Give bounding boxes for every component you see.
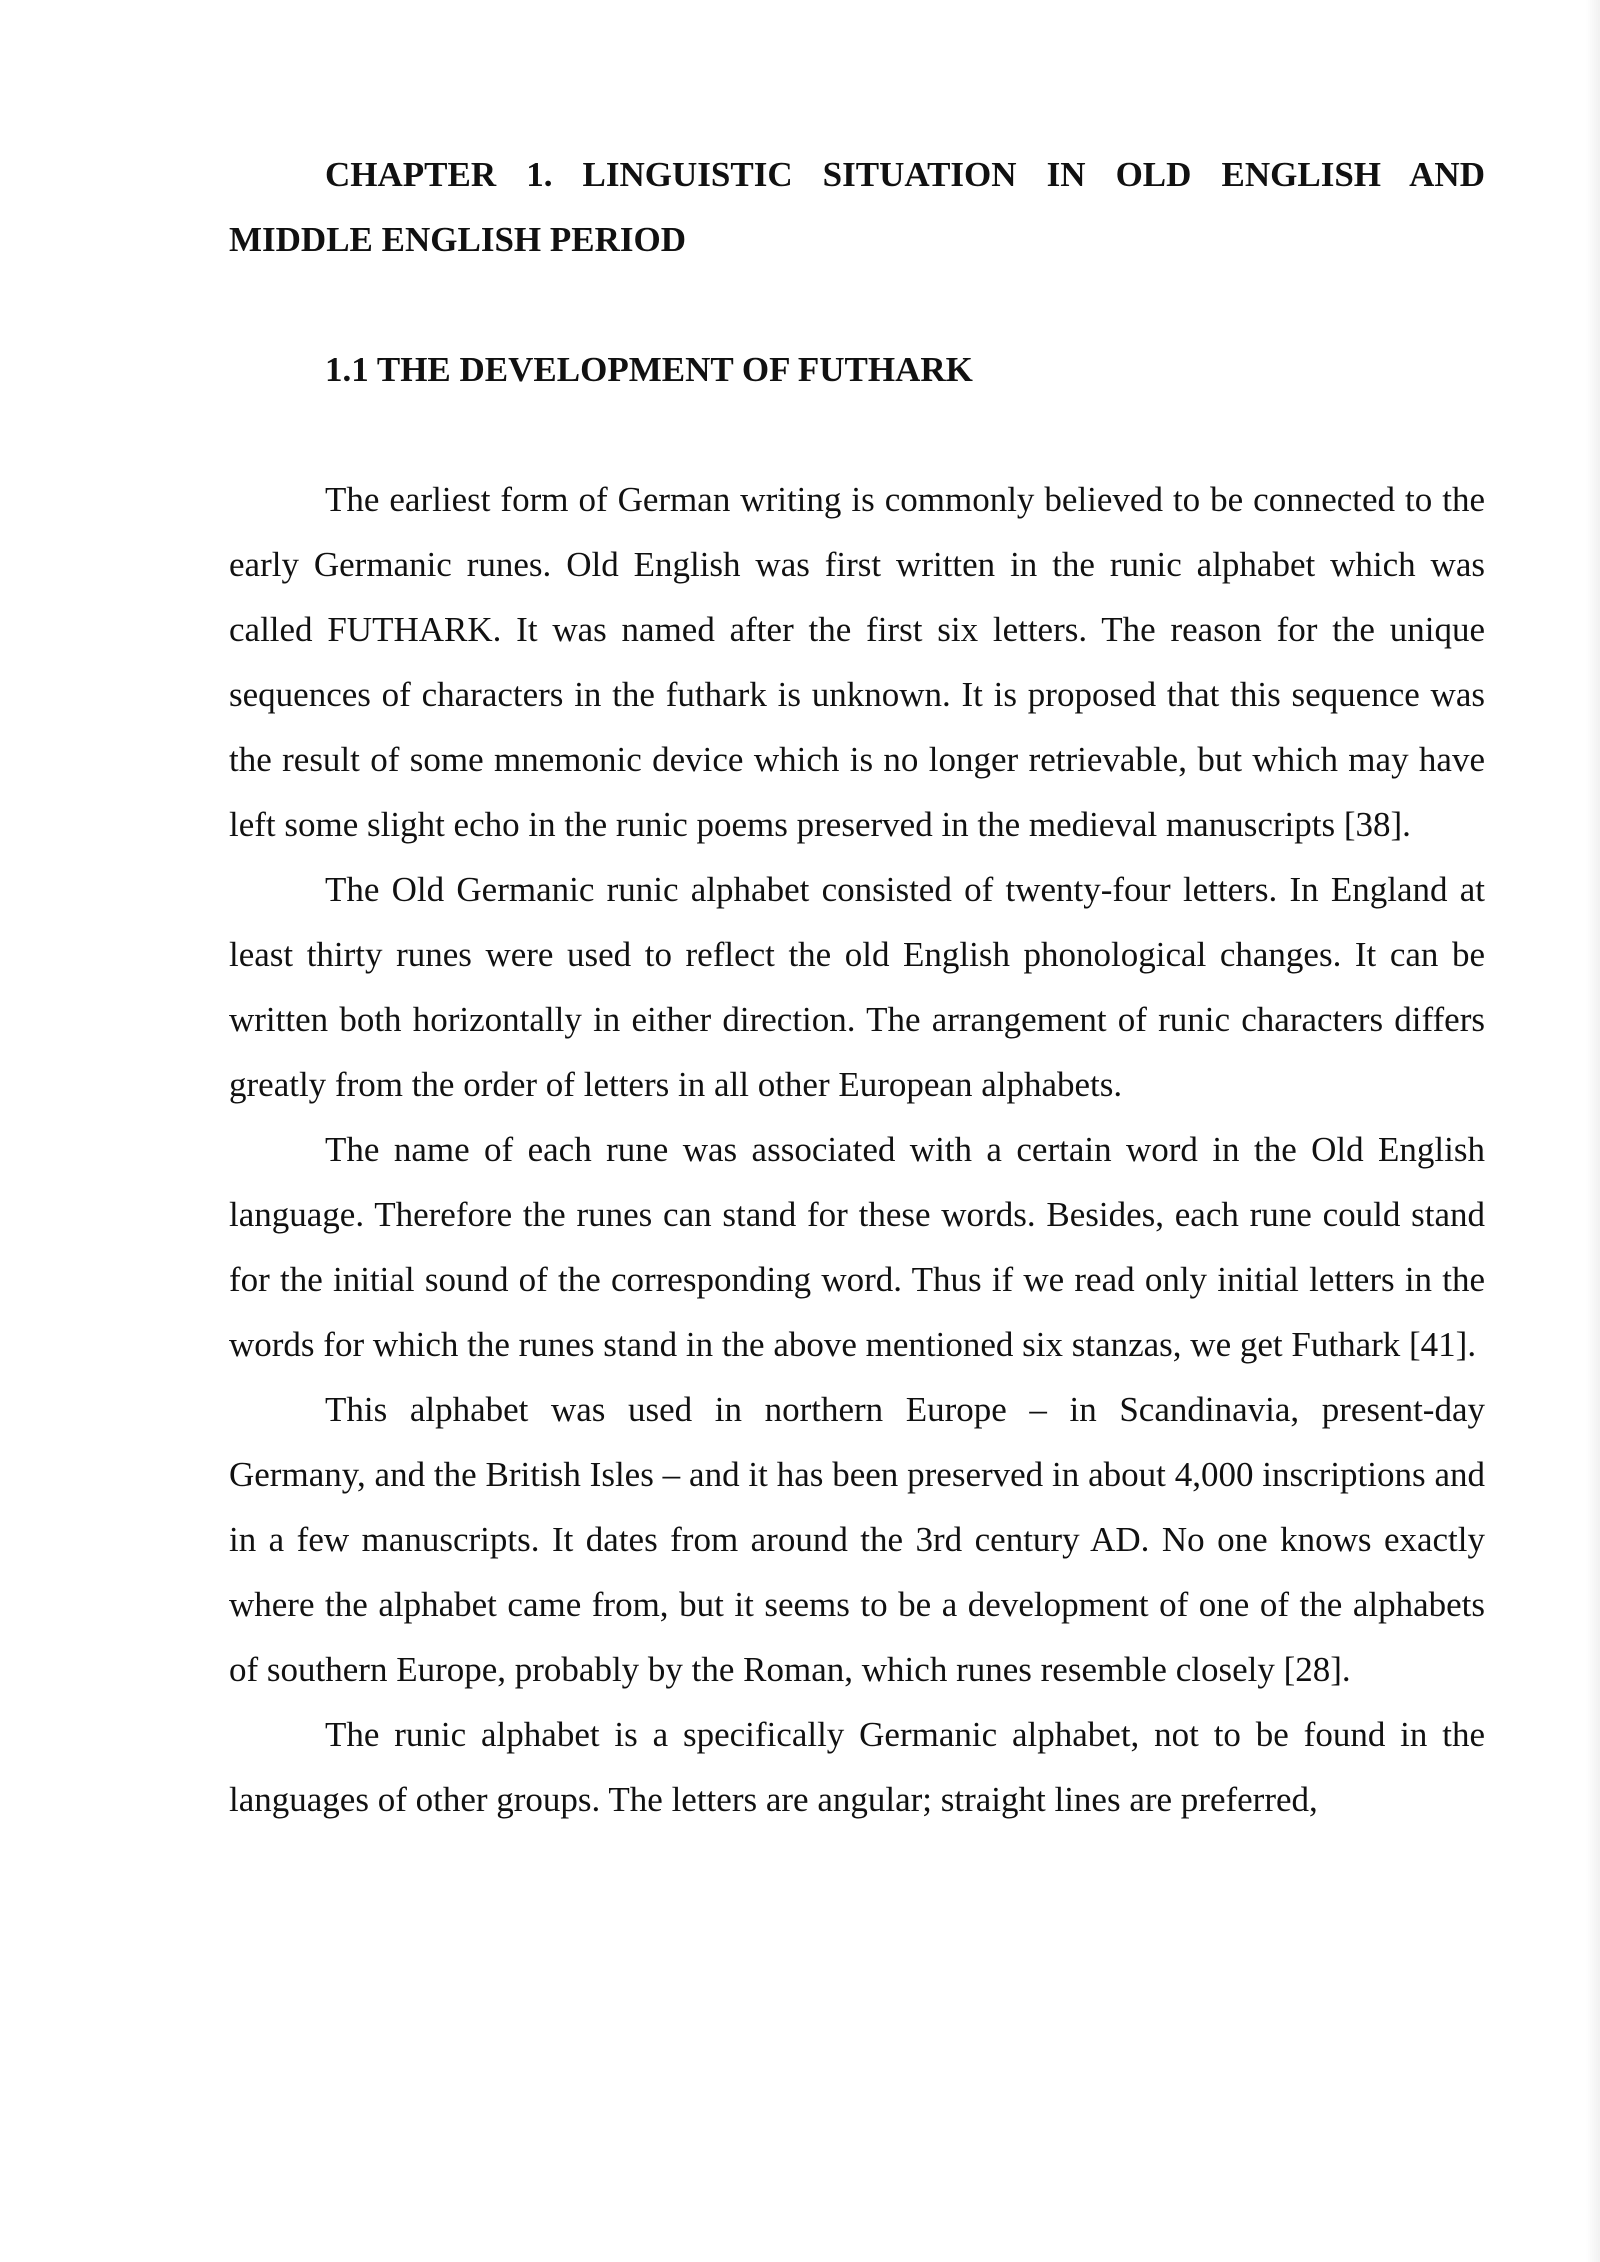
paragraph: The name of each rune was associated with a certain word in the Old English language. Therefore the runes can stand for these words. Besides, each rune could stand for the initial sound of the corresponding word. Thus if we read only initial letters in the words for which the runes stand in the above mentioned six stanzas, we get Futhark [41].	[229, 1130, 1485, 1364]
paragraph: The Old Germanic runic alphabet consisted of twenty-four letters. In England at least thirty runes were used to reflect the old English phonological changes. It can be written both horizontally in either direction. The arrangement of runic characters differs greatly from the order of letters in all other European alphabets.	[229, 870, 1485, 1104]
paragraph: This alphabet was used in northern Europe – in Scandinavia, present-day Germany, and the British Isles – and it has been preserved in about 4,000 inscriptions and in a few manuscripts. It dates from around the 3rd century AD. No one knows exactly where the alphabet came from, but it seems to be a development of one of the alphabets of southern Europe, probably by the Roman, which runes resemble closely [28].	[229, 1390, 1485, 1689]
chapter-heading: CHAPTER 1. LINGUISTIC SITUATION IN OLD ENGLISH AND MIDDLE ENGLISH PERIOD	[229, 155, 1485, 259]
section-heading: 1.1 THE DEVELOPMENT OF FUTHARK	[325, 350, 973, 389]
page-edge-shadow	[1586, 0, 1600, 2262]
paragraph: The runic alphabet is a specifically Germanic alphabet, not to be found in the languages of other groups. The letters are angular; straight lines are preferred,	[229, 1715, 1485, 1819]
body-text	[229, 467, 1485, 1832]
page-content	[229, 142, 1485, 1832]
paragraph: The earliest form of German writing is commonly believed to be connected to the early Germanic runes. Old English was first written in the runic alphabet which was called FUTHARK. It was named after the first six letters. The reason for the unique sequences of characters in the futhark is unknown. It is proposed that this sequence was the result of some mnemonic device which is no longer retrievable, but which may have left some slight echo in the runic poems preserved in the medieval manuscripts [38].	[229, 480, 1485, 844]
